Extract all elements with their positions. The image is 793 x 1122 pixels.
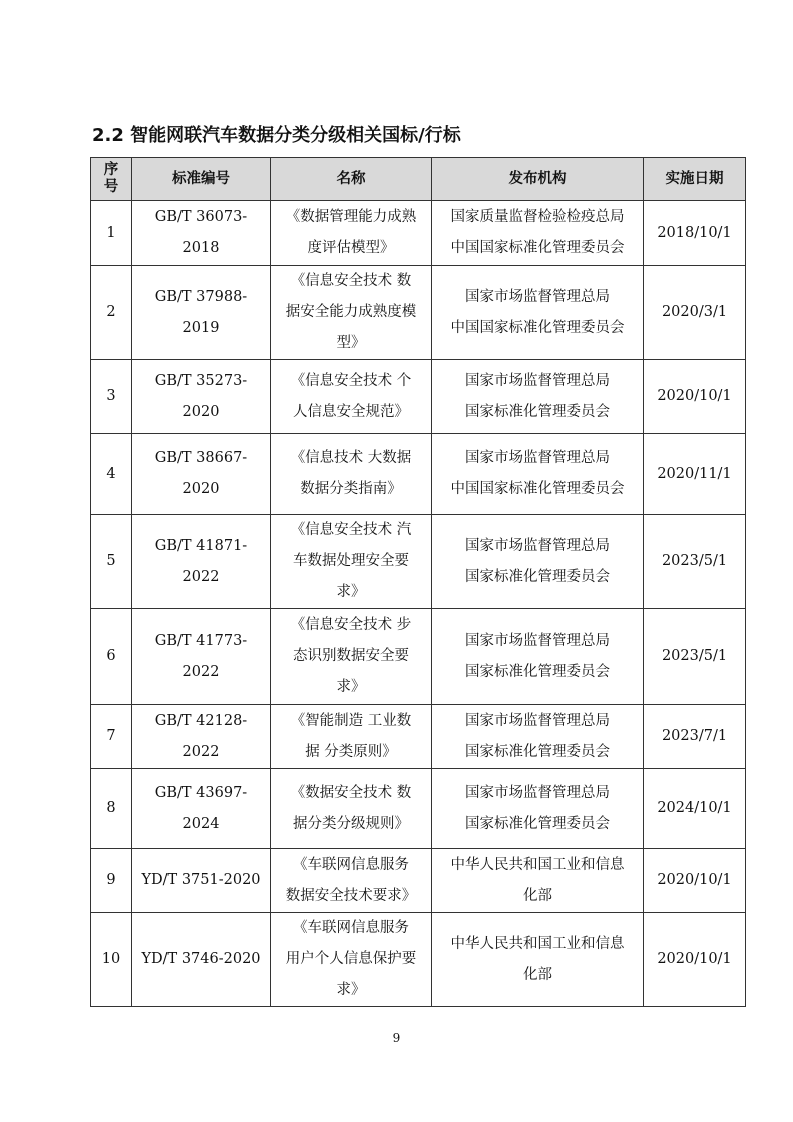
- row-index: 1: [91, 201, 132, 266]
- row-index: 7: [91, 705, 132, 769]
- row-publishing-org-line: 中华人民共和国工业和信息: [450, 935, 625, 952]
- row-effective-date: 2020/10/1: [644, 849, 746, 913]
- table-row: [91, 201, 746, 266]
- row-standard-name-line: 《车联网信息服务: [293, 920, 409, 936]
- table-row: [91, 266, 746, 360]
- row-publishing-org-line: 化部: [523, 966, 552, 983]
- row-standard-name-line: 车数据处理安全要: [293, 553, 409, 569]
- row-publishing-org: [432, 434, 644, 515]
- section-title: 2.2 智能网联汽车数据分类分级相关国标/行标: [92, 125, 461, 146]
- row-index: 3: [91, 360, 132, 434]
- row-standard-name: [271, 434, 432, 515]
- row-standard-name-line: 《数据安全技术 数: [290, 784, 412, 801]
- row-standard-name-line: 度评估模型》: [307, 240, 395, 256]
- table-row: [91, 434, 746, 515]
- row-publishing-org-line: 中国国家标准化管理委员会: [450, 319, 625, 336]
- row-publishing-org-line: 中国国家标准化管理委员会: [450, 240, 625, 256]
- header-index-line-2: 号: [103, 179, 119, 195]
- table-row: [91, 360, 746, 434]
- row-index: 2: [91, 266, 132, 360]
- row-effective-date: 2024/10/1: [644, 769, 746, 849]
- row-standard-code: GB/T 41773-2022: [132, 609, 271, 705]
- row-standard-name-line: 求》: [336, 679, 366, 695]
- row-publishing-org-line: 国家市场监督管理总局: [465, 632, 610, 649]
- row-standard-name: [271, 266, 432, 360]
- row-effective-date: 2020/11/1: [644, 434, 746, 515]
- row-publishing-org: [432, 849, 644, 913]
- row-standard-name-line: 态识别数据安全要: [293, 648, 409, 664]
- row-standard-name-line: 据 分类原则》: [305, 743, 397, 760]
- row-publishing-org-line: 国家市场监督管理总局: [465, 288, 610, 305]
- row-publishing-org-line: 化部: [523, 887, 552, 904]
- row-standard-name-line: 《信息安全技术 数: [290, 273, 412, 289]
- row-publishing-org: [432, 360, 644, 434]
- row-publishing-org: [432, 609, 644, 705]
- row-publishing-org-line: 中华人民共和国工业和信息: [450, 856, 625, 873]
- row-effective-date: 2023/5/1: [644, 515, 746, 609]
- row-standard-name-line: 数据分类指南》: [300, 481, 402, 497]
- row-standard-code: GB/T 38667-2020: [132, 434, 271, 515]
- row-publishing-org-line: 国家市场监督管理总局: [465, 784, 610, 801]
- row-effective-date: 2018/10/1: [644, 201, 746, 266]
- row-standard-code: GB/T 37988-2019: [132, 266, 271, 360]
- row-index: 5: [91, 515, 132, 609]
- row-standard-code: YD/T 3746-2020: [132, 913, 271, 1007]
- row-index: 8: [91, 769, 132, 849]
- row-publishing-org: [432, 705, 644, 769]
- row-publishing-org-line: 国家标准化管理委员会: [465, 815, 610, 832]
- header-org: 发布机构: [432, 158, 644, 201]
- row-index: 10: [91, 913, 132, 1007]
- row-standard-name-line: 《数据管理能力成熟: [285, 209, 417, 225]
- row-standard-name-line: 据安全能力成熟度模: [285, 304, 417, 320]
- row-standard-name: [271, 849, 432, 913]
- table-row: [91, 515, 746, 609]
- row-standard-code: GB/T 42128-2022: [132, 705, 271, 769]
- row-standard-name-line: 人信息安全规范》: [293, 403, 409, 420]
- row-standard-name-line: 《信息技术 大数据: [290, 450, 412, 466]
- row-standard-name-line: 《信息安全技术 汽: [290, 522, 412, 538]
- row-standard-name-line: 数据安全技术要求》: [285, 887, 417, 904]
- row-standard-code: GB/T 43697-2024: [132, 769, 271, 849]
- table-row: [91, 913, 746, 1007]
- row-standard-name-line: 《车联网信息服务: [293, 856, 409, 873]
- row-publishing-org: [432, 515, 644, 609]
- row-standard-code: GB/T 41871-2022: [132, 515, 271, 609]
- row-standard-name: [271, 705, 432, 769]
- row-publishing-org-line: 中国国家标准化管理委员会: [450, 481, 625, 497]
- row-publishing-org-line: 国家标准化管理委员会: [465, 403, 610, 420]
- row-publishing-org: [432, 769, 644, 849]
- page-number: 9: [392, 1031, 401, 1045]
- row-standard-name: [271, 201, 432, 266]
- row-index: 6: [91, 609, 132, 705]
- row-standard-name: [271, 769, 432, 849]
- header-code: 标准编号: [132, 158, 271, 201]
- row-publishing-org-line: 国家标准化管理委员会: [465, 663, 610, 680]
- table-row: [91, 769, 746, 849]
- row-effective-date: 2023/7/1: [644, 705, 746, 769]
- header-name: 名称: [271, 158, 432, 201]
- row-effective-date: 2020/10/1: [644, 913, 746, 1007]
- row-standard-name-line: 《信息安全技术 个: [290, 372, 412, 389]
- table-row: [91, 705, 746, 769]
- header-index: [91, 158, 132, 201]
- standards-table: [90, 157, 746, 1007]
- row-standard-code: YD/T 3751-2020: [132, 849, 271, 913]
- row-standard-name-line: 求》: [336, 584, 366, 600]
- row-effective-date: 2020/10/1: [644, 360, 746, 434]
- row-standard-name: [271, 515, 432, 609]
- row-publishing-org-line: 国家市场监督管理总局: [465, 537, 610, 554]
- row-publishing-org: [432, 201, 644, 266]
- row-standard-code: GB/T 36073-2018: [132, 201, 271, 266]
- header-index-line-1: 序: [103, 162, 119, 178]
- row-standard-name-line: 型》: [336, 335, 366, 351]
- row-standard-name-line: 《智能制造 工业数: [290, 712, 412, 729]
- row-standard-name-line: 据分类分级规则》: [293, 815, 409, 832]
- row-publishing-org-line: 国家市场监督管理总局: [465, 450, 610, 466]
- row-standard-name-line: 用户个人信息保护要: [285, 951, 417, 967]
- row-index: 4: [91, 434, 132, 515]
- table-header-row: [91, 158, 746, 201]
- row-publishing-org-line: 国家标准化管理委员会: [465, 568, 610, 585]
- row-publishing-org-line: 国家标准化管理委员会: [465, 743, 610, 760]
- row-standard-name-line: 《信息安全技术 步: [290, 617, 412, 633]
- row-publishing-org-line: 国家质量监督检验检疫总局: [450, 209, 625, 225]
- table-row: [91, 849, 746, 913]
- table-body: [91, 201, 746, 1007]
- row-publishing-org-line: 国家市场监督管理总局: [465, 372, 610, 389]
- row-publishing-org: [432, 266, 644, 360]
- row-standard-name: [271, 360, 432, 434]
- row-publishing-org-line: 国家市场监督管理总局: [465, 712, 610, 729]
- row-index: 9: [91, 849, 132, 913]
- row-publishing-org: [432, 913, 644, 1007]
- row-standard-code: GB/T 35273-2020: [132, 360, 271, 434]
- row-effective-date: 2023/5/1: [644, 609, 746, 705]
- header-date: 实施日期: [644, 158, 746, 201]
- row-standard-name: [271, 609, 432, 705]
- table-row: [91, 609, 746, 705]
- row-effective-date: 2020/3/1: [644, 266, 746, 360]
- row-standard-name: [271, 913, 432, 1007]
- row-standard-name-line: 求》: [336, 982, 366, 998]
